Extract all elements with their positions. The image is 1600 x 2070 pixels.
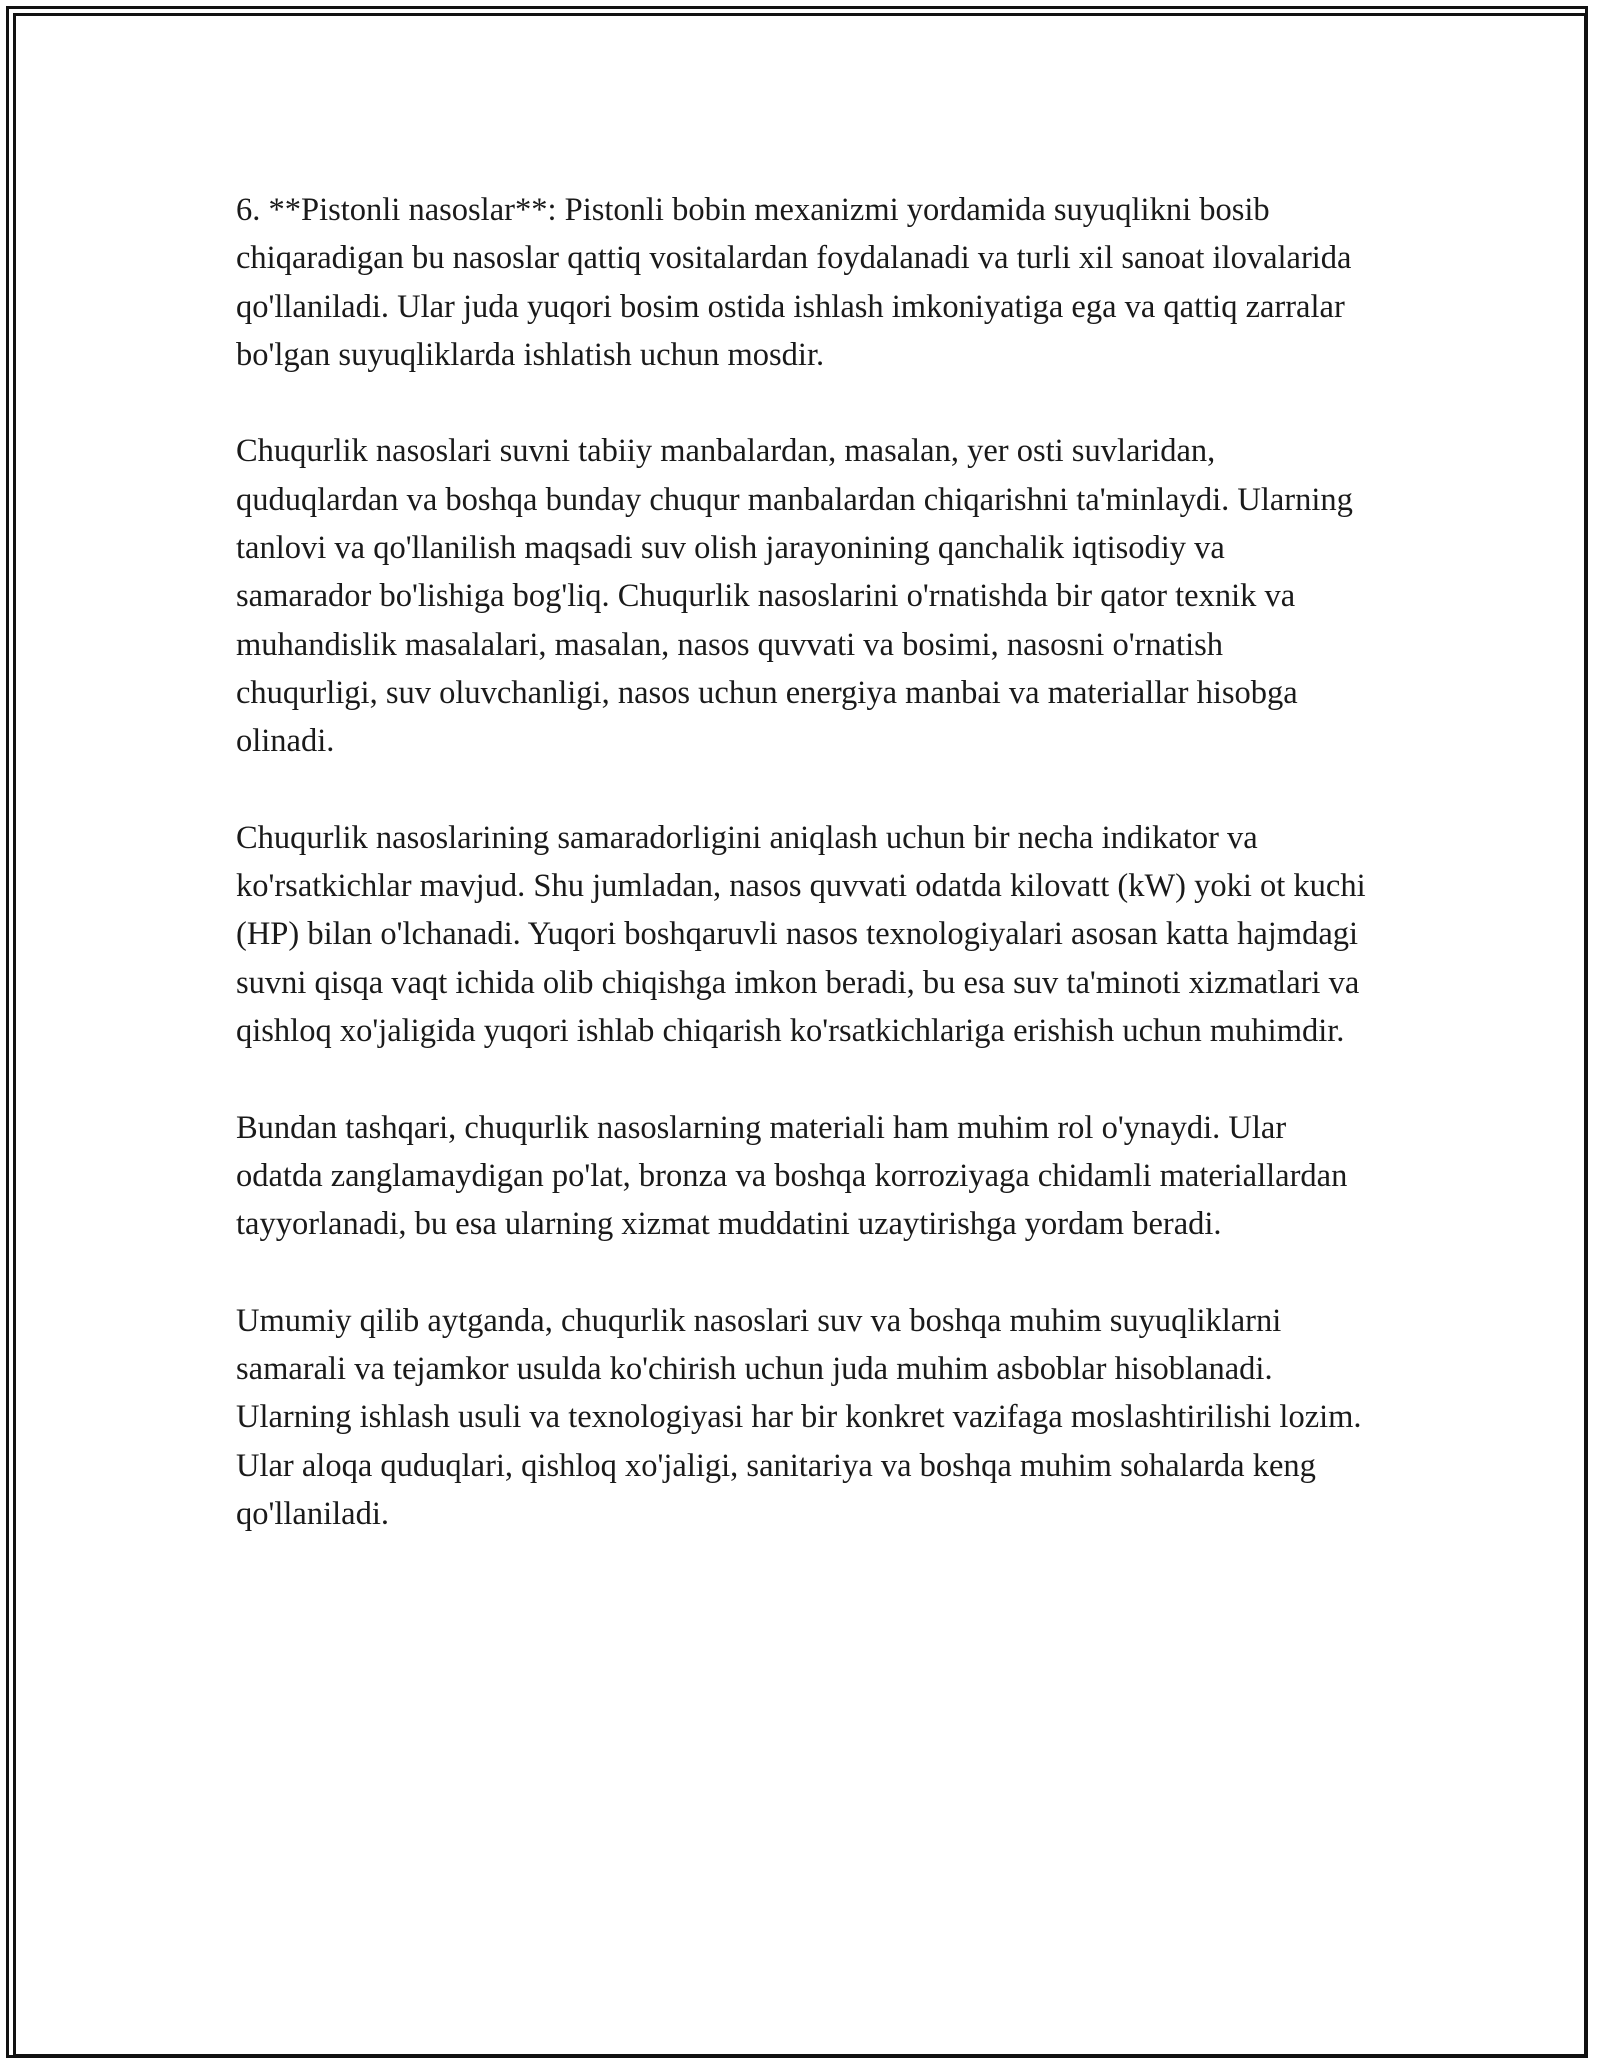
paragraph-materials: Bundan tashqari, chuqurlik nasoslarning materiali ham muhim rol o'ynaydi. Ular odatda zanglamaydigan po'lat, bronza va boshqa korroziyaga chidamli materiallardan tayyorlanadi, bu esa ularning xizmat muddatini uzaytirishga yordam beradi. [236, 1109, 1348, 1243]
paragraph-piston-pumps: 6. **Pistonli nasoslar**: Pistonli bobin mexanizmi yordamida suyuqlikni bosib chiqaradigan bu nasoslar qattiq vositalardan foydalanadi va turli xil sanoat ilovalarida qo'llaniladi. Ular juda yuqori bosim ostida ishlash imkoniyatiga ega va qattiq zarralar bo'lgan suyuqliklarda ishlatish uchun mosdir. [236, 192, 1352, 373]
paragraph-efficiency: Chuqurlik nasoslarining samaradorligini aniqlash uchun bir necha indikator va ko'rsatkichlar mavjud. Shu jumladan, nasos quvvati odatda kilovatt (kW) yoki ot kuchi (HP) bilan o'lchanadi. Yuqori boshqaruvli nasos texnologiyalari asosan katta hajmdagi suvni qisqa vaqt ichida olib chiqishga imkon beradi, bu esa suv ta'minoti xizmatlari va qishloq xo'jaligida yuqori ishlab chiqarish ko'rsatkichlariga erishish uchun muhimdir. [236, 819, 1366, 1050]
document-body [236, 186, 1366, 1587]
paragraph-depth-pumps-intro: Chuqurlik nasoslari suvni tabiiy manbalardan, masalan, yer osti suvlaridan, quduqlardan va boshqa bunday chuqur manbalardan chiqarishni ta'minlaydi. Ularning tanlovi va qo'llanilish maqsadi suv olish jarayonining qanchalik iqtisodiy va samarador bo'lishiga bog'liq. Chuqurlik nasoslarini o'rnatishda bir qator texnik va muhandislik masalalari, masalan, nasos quvvati va bosimi, nasosni o'rnatish chuqurligi, suv oluvchanligi, nasos uchun energiya manbai va materiallar hisobga olinadi. [236, 433, 1353, 760]
paragraph-conclusion: Umumiy qilib aytganda, chuqurlik nasoslari suv va boshqa muhim suyuqliklarni samarali va tejamkor usulda ko'chirish uchun juda muhim asboblar hisoblanadi. Ularning ishlash usuli va texnologiyasi har bir konkret vazifaga moslashtirilishi lozim. Ular aloqa quduqlari, qishloq xo'jaligi, sanitariya va boshqa muhim sohalarda keng qo'llaniladi. [236, 1302, 1362, 1533]
